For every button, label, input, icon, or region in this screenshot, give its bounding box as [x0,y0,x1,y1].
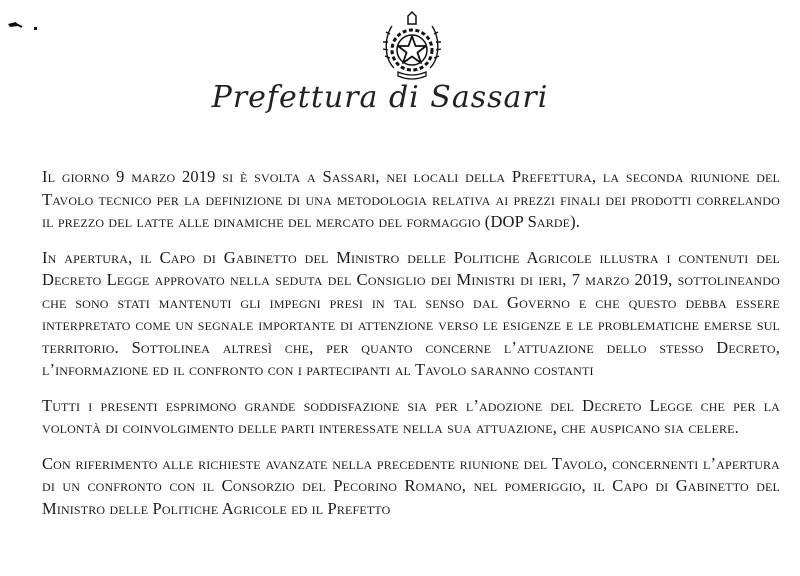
paragraph-4: Con riferimento alle richieste avanzate nella precedente riunione del Tavolo, concernenti l’apertura di un confronto con il Consorzio del Pecorino Romano, nel pomeriggio, il Capo di Gabinetto del Ministro delle Politiche Agricole ed il Prefetto [42,453,780,518]
italian-republic-emblem-icon [380,10,444,80]
paragraph-3: Tutti i presenti esprimono grande soddisfazione sia per l’adozione del Decreto Legge che per la volontà di coinvolgimento delle parti interessate nella sua attuazione, che auspicano sia celere. [42,395,780,437]
document-body [42,166,780,533]
header-title: Prefettura di Sassari [211,80,549,115]
scan-mark-icon [6,18,40,34]
paragraph-2: In apertura, il Capo di Gabinetto del Ministro delle Politiche Agricole illustra i contenuti del Decreto Legge approvato nella seduta del Consiglio dei Ministri di ieri, 7 marzo 2019, sottolineando che sono stati mantenuti gli impegni presi in tal senso dal Governo e che questo debba essere interpretato come un segnale importante di attenzione verso le esigenze e le problematiche emerse sul territorio. Sottolinea altresì che, per quanto concerne l’attuazione dello stesso Decreto, l’informazione ed il confronto con i partecipanti al Tavolo saranno costanti [42,247,780,379]
paragraph-1: Il giorno 9 marzo 2019 si è svolta a Sassari, nei locali della Prefettura, la seconda riunione del Tavolo tecnico per la definizione di una metodologia relativa ai prezzi finali dei prodotti correlando il prezzo del latte alle dinamiche del mercato del formaggio (DOP Sarde). [42,167,780,231]
